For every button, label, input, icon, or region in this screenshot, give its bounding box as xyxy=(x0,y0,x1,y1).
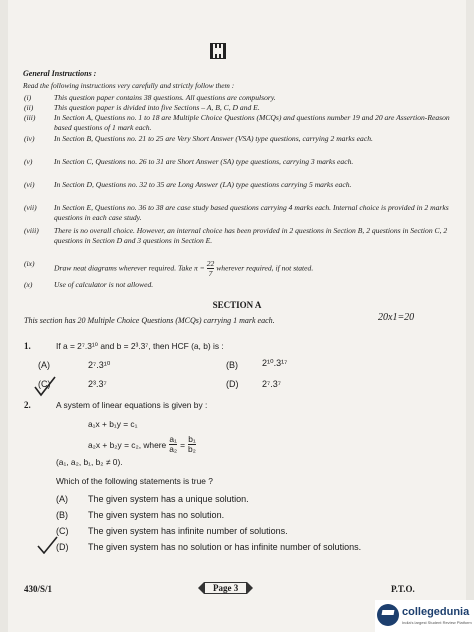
option-label: (B) xyxy=(56,510,68,520)
instruction-number: (viii) xyxy=(24,226,39,235)
watermark-name: collegedunia xyxy=(402,606,470,618)
general-instructions-title: General Instructions : xyxy=(23,69,97,78)
graduation-cap-icon xyxy=(377,604,399,626)
fraction-b: $\frac{\text{b₁}}{\text{b₂}}$ xyxy=(188,434,196,454)
section-subtitle: This section has 20 Multiple Choice Questions (MCQs) carrying 1 mark each. xyxy=(24,316,275,325)
equation-1: a₁x + b₁y = c₁ xyxy=(88,419,138,429)
instruction-number: (v) xyxy=(24,157,33,166)
instruction-text: In Section E, Questions no. 36 to 38 are case study based questions carrying 4 marks each. Internal choice is provided in 2 marks questions in each case study. xyxy=(54,203,449,222)
instruction-item xyxy=(24,180,469,190)
instruction-text: In Section C, Questions no. 26 to 31 are Short Answer (SA) type questions, carrying 3 marks each. xyxy=(54,157,354,166)
question-number: 1. xyxy=(24,341,31,351)
instruction-number: (vii) xyxy=(24,203,37,212)
instruction-item xyxy=(24,203,469,223)
pi-fraction: $\frac{22}{7}$ xyxy=(206,259,215,278)
instruction-item xyxy=(24,134,469,144)
option-value: The given system has no solution or has infinite number of solutions. xyxy=(88,542,362,552)
option-value: 2⁷.3⁷ xyxy=(262,379,282,389)
question-stem: A system of linear equations is given by : xyxy=(56,400,208,410)
condition: (a₁, a₂, b₁, b₂ ≠ 0). xyxy=(56,457,123,467)
question-paper-page xyxy=(8,0,466,632)
instruction-number: (ix) xyxy=(24,259,35,268)
instruction-text: In Section B, Questions no. 21 to 25 are Very Short Answer (VSA) type questions, carrying 2 marks each. xyxy=(54,134,373,143)
instruction-number: (x) xyxy=(24,280,33,289)
checkmark-icon xyxy=(33,375,57,397)
option-label: (A) xyxy=(38,360,50,370)
option-value: 2¹⁰.3¹⁷ xyxy=(262,358,288,368)
instruction-item xyxy=(24,113,469,133)
section-title: SECTION A xyxy=(212,300,262,310)
page-arrow-left-icon xyxy=(198,582,204,594)
instruction-text: wherever required, if not stated. xyxy=(216,263,314,273)
instruction-item xyxy=(24,157,469,167)
option-label: (C) xyxy=(56,526,69,536)
handwritten-marks: 20x1=20 xyxy=(378,312,415,323)
general-instructions-intro: Read the following instructions very carefully and strictly follow them : xyxy=(23,81,235,90)
question-stem: If a = 2⁷.3¹⁰ and b = 2³.3⁷, then HCF (a, b) is : xyxy=(56,341,224,351)
instruction-text: Use of calculator is not allowed. xyxy=(54,280,154,289)
checkmark-icon xyxy=(36,536,58,554)
instruction-item xyxy=(24,280,469,290)
question-number: 2. xyxy=(24,400,31,410)
instruction-text: In Section D, Questions no. 32 to 35 are Long Answer (LA) type questions carrying 5 marks each. xyxy=(54,180,352,189)
instruction-text: This question paper contains 38 questions. All questions are compulsory. xyxy=(54,93,276,102)
qr-code-icon xyxy=(211,44,225,58)
equation-2: a₂x + b₂y = c₂, where $\frac{\text{a₁}}{\text{a₂}}$ = $\frac{\text{b₁}}{\text{b₂}}$ xyxy=(88,434,196,454)
collegedunia-watermark xyxy=(375,600,474,632)
instruction-item xyxy=(24,93,469,103)
option-value: The given system has infinite number of solutions. xyxy=(88,526,288,536)
option-label: (A) xyxy=(56,494,68,504)
instruction-text: There is no overall choice. However, an internal choice has been provided in 2 questions in Section B, 2 questions in Section C, 2 questions in Section D and 3 questions in Section E. xyxy=(54,226,448,245)
option-value: 2⁷.3¹⁰ xyxy=(88,360,111,370)
instruction-number: (vi) xyxy=(24,180,35,189)
instruction-text: This question paper is divided into five Sections – A, B, C, D and E. xyxy=(54,103,260,112)
option-value: The given system has a unique solution. xyxy=(88,494,249,504)
instruction-number: (iii) xyxy=(24,113,36,122)
pto-label: P.T.O. xyxy=(391,584,415,594)
question-ask: Which of the following statements is true ? xyxy=(56,476,213,486)
option-label: (D) xyxy=(56,542,69,552)
option-label: (C) xyxy=(38,379,51,389)
instruction-item xyxy=(24,259,469,278)
option-label: (D) xyxy=(226,379,239,389)
instruction-text: In Section A, Questions no. 1 to 18 are Multiple Choice Questions (MCQs) and questions number 19 and 20 are Assertion-Reason based questions of 1 mark each. xyxy=(54,113,450,132)
page-arrow-right-icon xyxy=(247,582,253,594)
instruction-number: (iv) xyxy=(24,134,35,143)
paper-code: 430/S/1 xyxy=(24,584,53,594)
instruction-number: (i) xyxy=(24,93,32,102)
instruction-item xyxy=(24,103,469,113)
fraction-a: $\frac{\text{a₁}}{\text{a₂}}$ xyxy=(169,434,178,454)
instruction-number: (ii) xyxy=(24,103,34,112)
page-number: Page 3 xyxy=(204,582,247,594)
instruction-text: Draw neat diagrams wherever required. Take π = xyxy=(54,263,205,273)
instruction-item xyxy=(24,226,469,246)
watermark-tagline: India's largest Student Review Platform xyxy=(402,620,472,625)
option-value: 2³.3⁷ xyxy=(88,379,107,389)
option-value: The given system has no solution. xyxy=(88,510,225,520)
option-label: (B) xyxy=(226,360,238,370)
